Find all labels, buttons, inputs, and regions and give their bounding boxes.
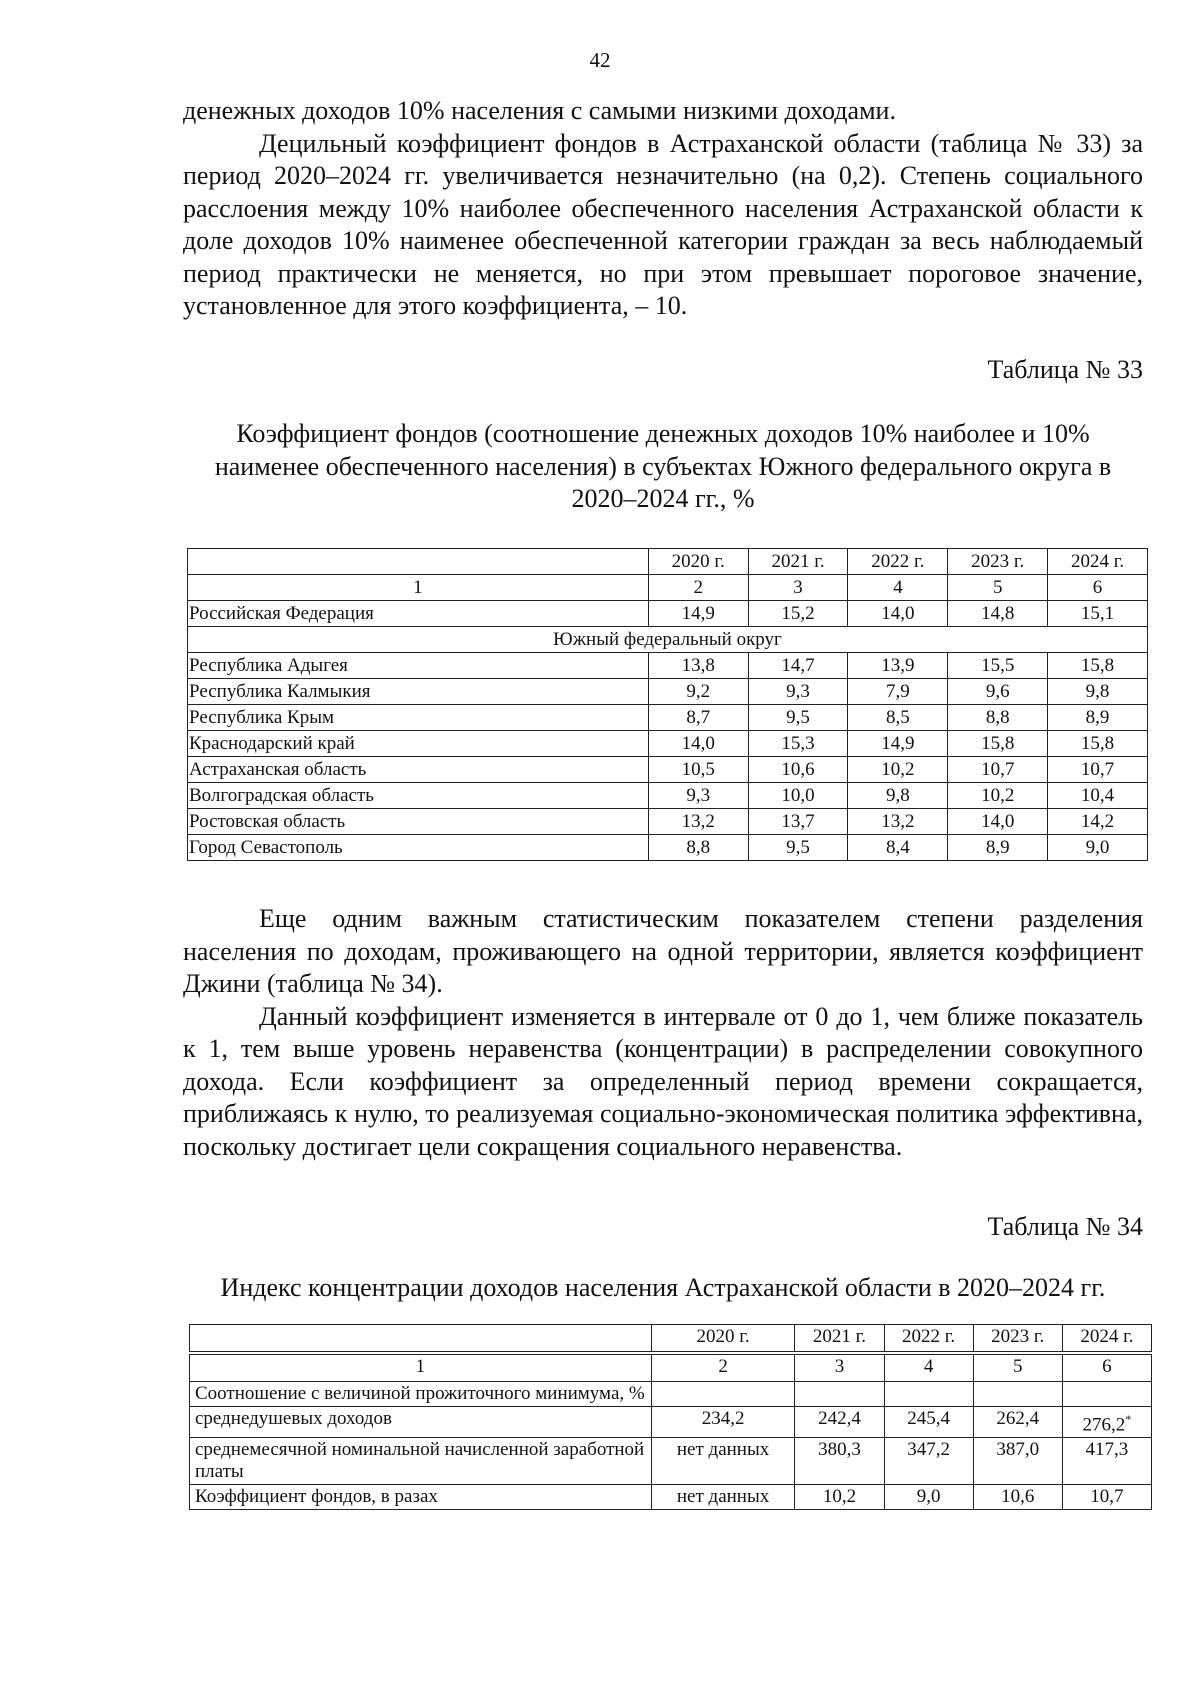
table-cell: 4 [848,575,948,601]
table-column-number-row [188,575,1148,601]
table-cell: 10,0 [748,783,848,809]
paragraph: денежных доходов 10% населения с самыми низкими доходами. [183,96,896,125]
table-cell: 13,8 [648,653,748,679]
table-cell: 5 [948,575,1048,601]
table-header-cell [190,1325,652,1352]
table-cell: 15,1 [1048,601,1148,627]
table-cell: 13,2 [848,809,948,835]
table-cell-value: 276,2 [1082,1414,1126,1436]
table-33-caption: Коэффициент фондов (соотношение денежных доходов 10% наиболее и 10% наименее обеспеченного населения) в субъектах Южного федерального округа в 2020–2024 гг., % [214,419,1112,513]
table-cell-name: Коэффициент фондов, в разах [190,1485,652,1510]
table-cell: 14,0 [648,731,748,757]
table-cell: 417,3 [1062,1438,1151,1485]
table-section-row [188,627,1148,653]
table-cell: 14,0 [948,809,1048,835]
table-header-cell: 2024 г. [1048,549,1148,575]
table-cell: 8,7 [648,705,748,731]
table-cell: 13,2 [648,809,748,835]
table-row [188,809,1148,835]
table-row [188,757,1148,783]
table-header-row [188,549,1148,575]
table-row [188,783,1148,809]
table-cell [651,1382,795,1407]
table-cell: 6 [1062,1355,1151,1382]
table-header-cell: 2024 г. [1062,1325,1151,1352]
table-cell: 2 [651,1355,795,1382]
table-cell: 10,2 [948,783,1048,809]
table-cell: 10,4 [1048,783,1148,809]
table-row [190,1485,1152,1510]
table-header-cell: 2021 г. [795,1325,884,1352]
table-34-caption: Индекс концентрации доходов населения Астраханской области в 2020–2024 гг. [220,1273,1106,1302]
table-cell: 14,2 [1048,809,1148,835]
table-cell: 15,8 [1048,731,1148,757]
table-cell: нет данных [651,1438,795,1485]
table-cell: нет данных [651,1485,795,1510]
table-row [188,705,1148,731]
table-cell: 15,5 [948,653,1048,679]
table-header-cell: 2020 г. [648,549,748,575]
table-cell: 10,2 [795,1485,884,1510]
table-cell: 380,3 [795,1438,884,1485]
table-cell: 9,8 [1048,679,1148,705]
table-cell: 9,5 [748,835,848,861]
table-cell-name: Астраханская область [188,757,649,783]
table-cell: 15,3 [748,731,848,757]
table-row [190,1438,1152,1485]
table-cell: 10,5 [648,757,748,783]
table-cell: 10,7 [1062,1485,1151,1510]
table-cell-name: Республика Калмыкия [188,679,649,705]
table-33-label: Таблица № 33 [987,355,1143,384]
table-cell: 9,0 [1048,835,1148,861]
table-cell: 9,6 [948,679,1048,705]
table-cell: 9,2 [648,679,748,705]
table-cell: 9,3 [748,679,848,705]
table-cell: 262,4 [973,1407,1062,1438]
table-cell: 8,9 [948,835,1048,861]
table-cell: 10,2 [848,757,948,783]
table-cell-name: Республика Адыгея [188,653,649,679]
table-header-cell: 2021 г. [748,549,848,575]
table-row [188,653,1148,679]
table-cell: 234,2 [651,1407,795,1438]
table-cell: 9,3 [648,783,748,809]
table-header-cell: 2022 г. [884,1325,973,1352]
paragraph: Децильный коэффициент фондов в Астраханской области (таблица № 33) за период 2020–2024 гг. увеличивается незначительно (на 0,2). Степень социального расслоения между 10% наиболее обеспеченного населения Астраханской области к доле доходов 10% наименее обеспеченной категории граждан за весь наблюдаемый период практически не меняется, но при этом превышает пороговое значение, установленное для этого коэффициента, – 10. [183,128,1143,320]
table-cell-name: Российская Федерация [188,601,649,627]
table-cell: 1 [190,1355,652,1382]
table-header-cell [188,549,649,575]
table-cell: 7,9 [848,679,948,705]
table-group-row [190,1382,1152,1407]
page-number: 42 [589,48,611,72]
table-cell: 10,7 [948,757,1048,783]
table-cell: 14,8 [948,601,1048,627]
table-cell: 15,8 [948,731,1048,757]
table-cell: 3 [795,1355,884,1382]
table-cell: 8,5 [848,705,948,731]
table-cell-name: Город Севастополь [188,835,649,861]
table-row [188,679,1148,705]
table-cell: 15,8 [1048,653,1148,679]
table-cell-name: среднедушевых доходов [190,1407,652,1438]
table-cell: 242,4 [795,1407,884,1438]
table-cell-name: Краснодарский край [188,731,649,757]
table-cell: 1 [188,575,649,601]
table-cell [1062,1382,1151,1407]
table-cell-name: среднемесячной номинальной начисленной заработной платы [190,1438,652,1485]
table-group-label: Соотношение с величиной прожиточного минимума, % [190,1382,652,1407]
table-cell-name: Волгоградская область [188,783,649,809]
table-header-cell: 2020 г. [651,1325,795,1352]
text-block-intro [183,95,1143,323]
table-cell: 8,4 [848,835,948,861]
table-cell-name: Ростовская область [188,809,649,835]
table-column-number-row [190,1355,1152,1382]
table-cell: 9,5 [748,705,848,731]
paragraph: Данный коэффициент изменяется в интервале от 0 до 1, чем ближе показатель к 1, тем выше уровень неравенства (концентрации) в распределении совокупного дохода. Если коэффициент за определенный период времени сокращается, приближаясь к нулю, то реализуемая социально-экономическая политика эффективна, поскольку достигает цели сокращения социального неравенства. [183,1001,1143,1161]
table-cell [1062,1407,1151,1438]
table-cell [795,1382,884,1407]
footnote-mark: * [1125,1412,1132,1426]
table-cell [884,1382,973,1407]
table-cell: 3 [748,575,848,601]
table-cell: 14,9 [848,731,948,757]
table-cell: 14,7 [748,653,848,679]
table-cell: 10,6 [748,757,848,783]
district-heading: Южный федеральный округ [188,627,1148,653]
table-cell: 9,8 [848,783,948,809]
table-cell: 347,2 [884,1438,973,1485]
table-cell: 6 [1048,575,1148,601]
table-header-row [190,1325,1152,1352]
table-cell: 2 [648,575,748,601]
table-cell: 8,9 [1048,705,1148,731]
table-33 [187,548,1148,861]
table-cell: 14,9 [648,601,748,627]
table-cell: 5 [973,1355,1062,1382]
table-cell: 4 [884,1355,973,1382]
table-row [188,601,1148,627]
text-block-gini [183,903,1143,1163]
table-cell: 13,9 [848,653,948,679]
table-row [190,1407,1152,1438]
table-cell: 14,0 [848,601,948,627]
table-cell: 387,0 [973,1438,1062,1485]
table-cell [973,1382,1062,1407]
table-header-cell: 2023 г. [973,1325,1062,1352]
table-cell: 10,6 [973,1485,1062,1510]
table-cell: 8,8 [648,835,748,861]
table-row [188,731,1148,757]
table-cell: 15,2 [748,601,848,627]
table-cell: 10,7 [1048,757,1148,783]
paragraph: Еще одним важным статистическим показателем степени разделения населения по доходам, проживающего на одной территории, является коэффициент Джини (таблица № 34). [183,904,1143,998]
table-row [188,835,1148,861]
table-34-label: Таблица № 34 [987,1212,1143,1241]
table-header-cell: 2023 г. [948,549,1048,575]
table-34 [189,1324,1152,1510]
table-cell-name: Республика Крым [188,705,649,731]
table-cell: 13,7 [748,809,848,835]
table-cell: 8,8 [948,705,1048,731]
table-cell: 245,4 [884,1407,973,1438]
table-cell: 9,0 [884,1485,973,1510]
table-header-cell: 2022 г. [848,549,948,575]
